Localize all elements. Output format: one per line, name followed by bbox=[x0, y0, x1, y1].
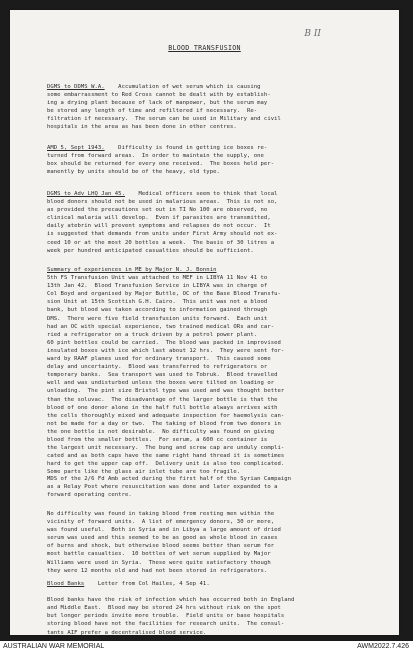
document-title: BLOOD TRANSFUSION bbox=[168, 44, 241, 52]
paragraph-body: Medical officers seem to think that local blood donors should not be used in malarious areas. This is not so, as provided the precautions set out in TI No 100 are observed, no clinical malaria will develop. Even if parasites are transmitted, daily atebrin will prevent symptoms and relapses do not occur. It is suggested that demands from units under First Army should not ex- ceed 10 or at the most 20 bottles a week. The basis of 30 litres a week per hundred anticipated casualties should be sufficient. bbox=[47, 191, 278, 254]
paragraph-body: Letter from Col Hailes, 4 Sep 41. Blood banks have the risk of infection which has occurred both in England and Middle East. Blood may be stored 24 hrs without risk on the spot but longer periods invite more trouble. Field units or base hospitals storing blood have not the facilities for research units. The consul- tants AIF prefer a decentralised blood service. bbox=[47, 581, 295, 636]
archive-name: AUSTRALIAN WAR MEMORIAL bbox=[3, 643, 105, 650]
archive-footer bbox=[0, 641, 413, 653]
paragraph-7 bbox=[47, 580, 367, 637]
paragraph-heading: DGMS to Adv LHQ Jan 45. bbox=[47, 191, 125, 197]
paragraph-heading: Blood Banks bbox=[47, 581, 85, 587]
archive-reference: AWM2022.7.426 bbox=[357, 643, 409, 650]
paragraph-2 bbox=[47, 144, 367, 176]
paragraph-5 bbox=[47, 475, 367, 499]
paragraph-body: Accumulation of wet serum which is causing some embarrassment to Red Cross cannot be dealt with by establish- ing a drying plant because of lack of manpower, but the serum may be stored any length of time and refiltered if necessary. Re- filtration if necessary. The serum can be used in Military and civil hospitals in the area as has been done in other centres. bbox=[47, 84, 281, 131]
paragraph-body: Difficulty is found in getting ice boxes re- turned from forward areas. In order to maintain the supply, one box should be returned for every one received. The boxes held per- manently by units should be of the heavy, old type. bbox=[47, 145, 275, 176]
paragraph-body: No difficulty was found in taking blood from resting men within the vicinity of forward units. A list of emergency donors, 30 or more, was found useful. Both in Syria and in Libya a large amount of dried serum was used and this seemed to be as good as whole blood in cases of burns and shock, but otherwise blood seems better than serum for most battle casualties. 10 bottles of wet serum supplied by Major Williams were used in Syria. These were quite satisfactory though they were 12 months old and had not been stored in refrigerators. bbox=[47, 511, 281, 574]
handwritten-note: B II bbox=[304, 29, 321, 39]
paragraph-heading: AMD 5, Sept 1943. bbox=[47, 145, 105, 151]
paragraph-4 bbox=[47, 266, 367, 476]
paragraph-1 bbox=[47, 83, 367, 132]
paragraph-body: MDS of the 2/6 Fd Amb acted during the first half of the Syrian Campaign as a Relay Post where resuscitation was done and later expanded to a forward operating centre. bbox=[47, 476, 292, 499]
paragraph-heading: Summary of experiences in ME by Major N. J. Bonnin bbox=[47, 267, 217, 273]
paragraph-3 bbox=[47, 190, 367, 255]
paragraph-6 bbox=[47, 510, 367, 575]
paragraph-heading: DGMS to DDMS W.A. bbox=[47, 84, 105, 90]
paragraph-body: 5th FS Transfusion Unit was attached to MEF in LIBYA 11 Nov 41 to 13th Jan 42. Blood Transfusion Service in LIBYA was in charge of Col Boyd and organised by Major Buttle, OC of the Base Blood Transfu- sion Unit at 15th Scottish G.H. Cairo. This unit was not a blood bank, but blood was taken according to information gained through DMS. There were five field transfusion units forward. Each unit had an OC with special experience, two trained medical ORs and car- ried a refrigerator on a truck driven by a petrol power plant. 60 pint bottles could be carried. The blood was packed in improvised insulated boxes with ice which last about 12 hrs. They were sent for- ward by RAAF planes used for ordinary transport. This caused some delay and uncertainty. Blood was transferred to refrigerators or temporary banks. Sea transport was used to Tobruk. Blood travelled well and was undisturbed unless the boxes were tilted on loading or unloading. The pint size Bristol type was used and was thought better than the soluvac. The disadvantage of the larger bottle is that the blood of one donor alone in the half full bottle always arrives with the cells thoroughly mixed and adequate inspection for haemolysis can- not be made for a day or two. The taking of blood from two donors in the one bottle is not desirable. No difficulty was found on giving blood from the smaller bottles. For serum, a 600 cc container is the largest unit necessary. The bung and screw cap are unduly compli- cated and as both caps have the same right hand thread it is sometimes hard to get the upper cap off. Delivery unit is also too complicated. Some parts like the glass air inlet tube are too fragile. bbox=[47, 275, 285, 476]
document-page bbox=[10, 10, 399, 635]
